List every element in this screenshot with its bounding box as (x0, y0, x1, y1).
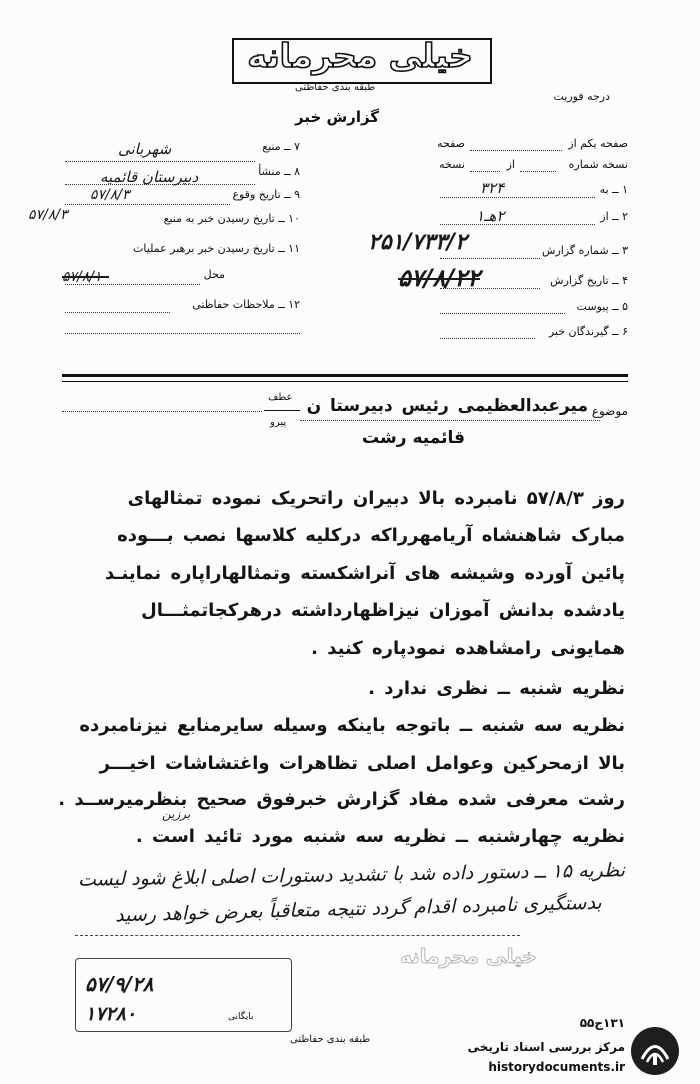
opinion-line: نظریه چهارشنبه ــ نظریه سه شنبه مورد تائید است . (135, 826, 625, 847)
follow-label: پیرو (270, 417, 287, 428)
signature-name: برزین (162, 807, 191, 821)
classification-label-bottom: طبقه بندی حفاظتی (290, 1034, 371, 1045)
field-security-notes-dots (65, 312, 170, 313)
body-line: همایونی رامشاهده نمودپاره کنید . (311, 638, 625, 659)
field-report-number-value: ۲۵۱/۷۳۳/۲ (368, 230, 467, 255)
opinion-line: نظریه شنبه ــ نظری ندارد . (368, 678, 625, 699)
separator-thick (62, 374, 628, 377)
subject-line-2: قائمیه رشت (362, 428, 465, 448)
separator-thin (62, 381, 628, 382)
confidential-stamp: خیلی محرمانه (247, 36, 473, 75)
faint-confidential-stamp: خیلی محرمانه (400, 944, 537, 968)
opinion-line: رشت معرفی شده مفاد گزارش خبرفوق صحیح بنظرمیرســد . (58, 789, 625, 810)
handwritten-note-line: نظریه ۱۵ ــ دستور داده شد با تشدید دستورات اصلی ابلاغ شود لیست (77, 859, 626, 891)
field-origin-label: ۸ ــ منشأ (258, 165, 300, 178)
field-received-by-source-label: ۱۰ ــ تاریخ رسیدن خبر به منبع (163, 212, 300, 225)
subject-dots (300, 420, 600, 421)
field-from-value: ۲هـ۱ (476, 207, 505, 225)
dashed-divider (75, 935, 520, 936)
field-report-date-label: ۴ ــ تاریخ گزارش (550, 274, 628, 287)
field-received-by-source-value: ۵۷/۸/۳ (28, 207, 68, 223)
registry-stamp-date: ۵۷/۹/۲۸ (85, 972, 154, 996)
subject-line-1: میرعبدالعظیمی رئیس دبیرستا ن (306, 396, 588, 416)
body-line: روز ۵۷/۸/۳ نامبرده بالا دبیران راتحریک نموده تمثالهای (127, 488, 625, 509)
ref-label: عطف (268, 392, 293, 403)
registry-stamp-note: بایگانی (228, 1012, 254, 1022)
field-page-label: صفحه یکم از (568, 137, 628, 150)
field-origin-value: دبیرستان قائمیه (100, 168, 199, 186)
field-from-dots (440, 224, 595, 225)
field-copy-mid: از (506, 158, 515, 171)
field-occurrence-date-label: ۹ ــ تاریخ وقوع (232, 188, 300, 201)
archive-website: historydocuments.ir (488, 1060, 625, 1074)
field-recipients-dots (440, 338, 535, 339)
field-occurrence-date-value: ۵۷/۸/۳ (90, 187, 130, 203)
field-to-value: ۳۲۴ (480, 179, 505, 197)
field-from-label: ۲ ــ از (600, 210, 628, 223)
field-copy-dots-2 (470, 171, 500, 172)
classification-label-top: طبقه بندی حفاظتی (295, 82, 376, 93)
archive-code: ۱۳۱ج۵۵ (579, 1016, 625, 1030)
body-line: مبارک شاهنشاه آریامهرراکه درکلیه کلاسها نصب بـــوده (117, 525, 625, 546)
field-received-by-ops-value: ۵۷/۸/۱۰ (62, 269, 110, 285)
field-copy-label: نسخه شماره (568, 158, 628, 171)
ref-divider (264, 410, 300, 411)
subject-label: موضوع (591, 404, 628, 418)
field-source-dots (65, 161, 255, 162)
body-line: پائین آورده وشیشه های آنراشکسته وتمثالهاراپاره نماینـد (104, 563, 625, 584)
field-received-by-ops-label: ۱۱ ــ تاریخ رسیدن خبر برهبر عملیات (133, 242, 300, 255)
field-source-value: شهربانی (118, 140, 172, 158)
page-title: گزارش خبر (295, 108, 380, 126)
opinion-line: بالا ازمحرکین وعوامل اصلی تظاهرات واغتشاشات اخیـــر (99, 753, 625, 774)
field-place-label: محل (203, 268, 225, 281)
body-line: یادشده بدانش آموزان نیزاظهارداشته درهرکجاتمثـــال (141, 600, 625, 621)
field-report-number-dots (440, 258, 540, 259)
field-to-label: ۱ ــ به (599, 183, 628, 196)
handwritten-note-line: بدستگیری نامبرده اقدام گردد نتیجه متعاقباً بعرض خواهد رسید (115, 891, 603, 927)
field-to-dots (440, 197, 595, 198)
field-attachment-dots (440, 313, 565, 314)
field-recipients-label: ۶ ــ گیرندگان خبر (548, 325, 628, 338)
urgency-label: درجه فوریت (553, 90, 610, 103)
field-copy-dots-1 (520, 171, 556, 172)
field-source-label: ۷ ــ منبع (262, 140, 300, 153)
opinion-line: نظریه سه شنبه ــ باتوجه باینکه وسیله سایرمنابع نیزنامبرده (79, 715, 625, 736)
field-page-dots (470, 150, 562, 151)
field-occurrence-date-dots (65, 204, 230, 205)
field-report-date-value: ۵۷/۸/۲۲ (398, 264, 480, 292)
registry-stamp-number: ۱۷۲۸۰ (85, 1003, 137, 1025)
field-security-notes-dots-2 (65, 333, 300, 334)
field-security-notes-label: ۱۲ ــ ملاحظات حفاظتی (192, 298, 300, 311)
field-copy-suffix: نسخه (439, 158, 465, 171)
field-attachment-label: ۵ ــ پیوست (576, 300, 628, 313)
archive-name: مرکز بررسی اسناد تاریخی (467, 1040, 625, 1054)
field-page-suffix: صفحه (437, 137, 465, 150)
field-report-number-label: ۳ ــ شماره گزارش (542, 244, 628, 257)
archive-logo-icon (630, 1026, 680, 1076)
ref-dots (62, 411, 262, 412)
